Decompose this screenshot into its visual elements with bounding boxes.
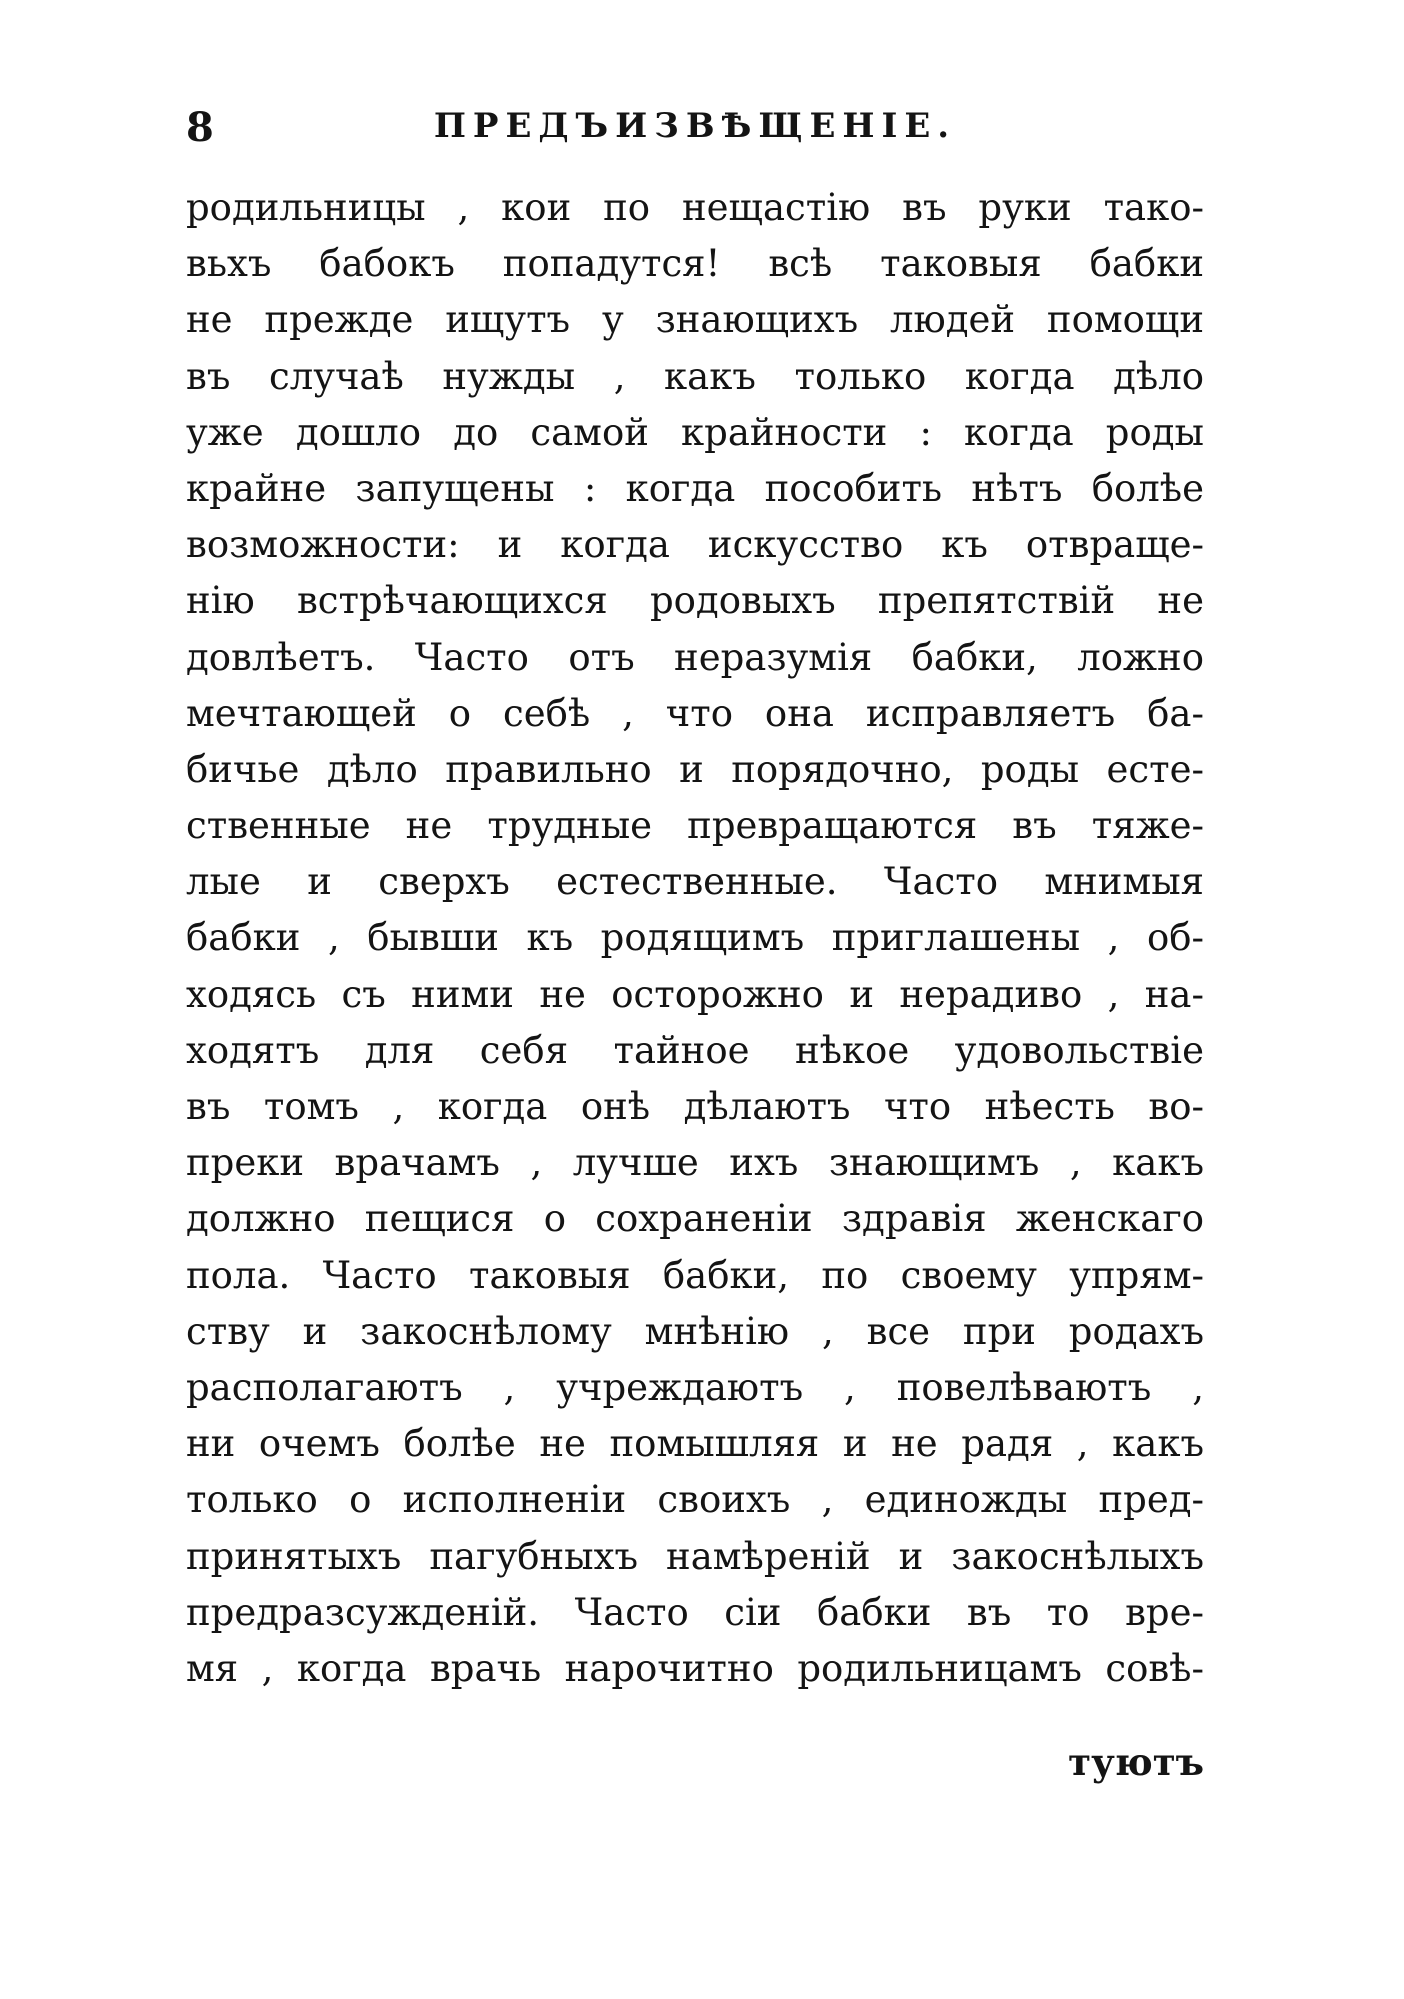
- text-line: въ томъ , когда онѣ дѣлаютъ что нѣесть во-: [186, 1085, 1204, 1128]
- text-line: уже дошло до самой крайности : когда роды: [186, 410, 1204, 454]
- text-line: лые и сверхъ естественные. Часто мнимыя: [186, 860, 1204, 904]
- text-line: бичье дѣло правильно и порядочно, роды есте-: [186, 747, 1204, 791]
- text-line: нію встрѣчающихся родовыхъ препятствій не: [186, 579, 1204, 623]
- text-line: ни очемъ болѣе не помышляя и не радя , какъ: [186, 1422, 1204, 1466]
- text-line: пола. Часто таковыя бабки, по своему упрям-: [186, 1253, 1204, 1297]
- text-line: предразсужденій. Часто сіи бабки въ то вре-: [186, 1590, 1204, 1634]
- running-title: ПРЕДЪИЗВѢЩЕНІЕ.: [433, 106, 957, 146]
- text-line: ходятъ для себя тайное нѣкое удовольствіе: [186, 1028, 1204, 1072]
- text-line: располагаютъ , учреждаютъ , повелѣваютъ ,: [186, 1365, 1204, 1409]
- catchword: туютъ: [1068, 1740, 1204, 1784]
- text-line: крайне запущены : когда пособить нѣтъ болѣе: [186, 466, 1204, 510]
- text-line: должно пещися о сохраненіи здравія женскаго: [186, 1197, 1204, 1241]
- text-line: довлѣетъ. Часто отъ неразумія бабки, ложно: [186, 635, 1204, 679]
- text-line: мя , когда врачь нарочитно родильницамъ совѣ-: [186, 1646, 1204, 1690]
- running-head: [186, 100, 1204, 160]
- text-line: возможности: и когда искусство къ отвраще-: [186, 523, 1204, 567]
- text-line: ственные не трудные превращаются въ тяже-: [186, 804, 1204, 848]
- text-line: родильницы , кои по нещастію въ руки тако-: [186, 186, 1204, 229]
- text-line: вьхъ бабокъ попадутся! всѣ таковыя бабки: [186, 242, 1204, 286]
- text-line: мечтающей о себѣ , что она исправляетъ ба-: [186, 691, 1204, 735]
- text-line: ходясь съ ними не осторожно и нерадиво , на-: [186, 972, 1204, 1016]
- text-line: бабки , бывши къ родящимъ приглашены , об-: [186, 916, 1204, 960]
- text-line: преки врачамъ , лучше ихъ знающимъ , какъ: [186, 1141, 1204, 1185]
- text-line: ству и закоснѣлому мнѣнію , все при родахъ: [186, 1309, 1204, 1353]
- text-line: въ случаѣ нужды , какъ только когда дѣло: [186, 354, 1204, 398]
- text-line: не прежде ищутъ у знающихъ людей помощи: [186, 298, 1204, 342]
- text-line: принятыхъ пагубныхъ намѣреній и закоснѣлыхъ: [186, 1534, 1204, 1578]
- text-line: только о исполненіи своихъ , единожды пред-: [186, 1478, 1204, 1522]
- page-number: 8: [186, 104, 214, 151]
- catchword-row: [186, 1740, 1204, 1800]
- body-text: [186, 180, 1204, 1697]
